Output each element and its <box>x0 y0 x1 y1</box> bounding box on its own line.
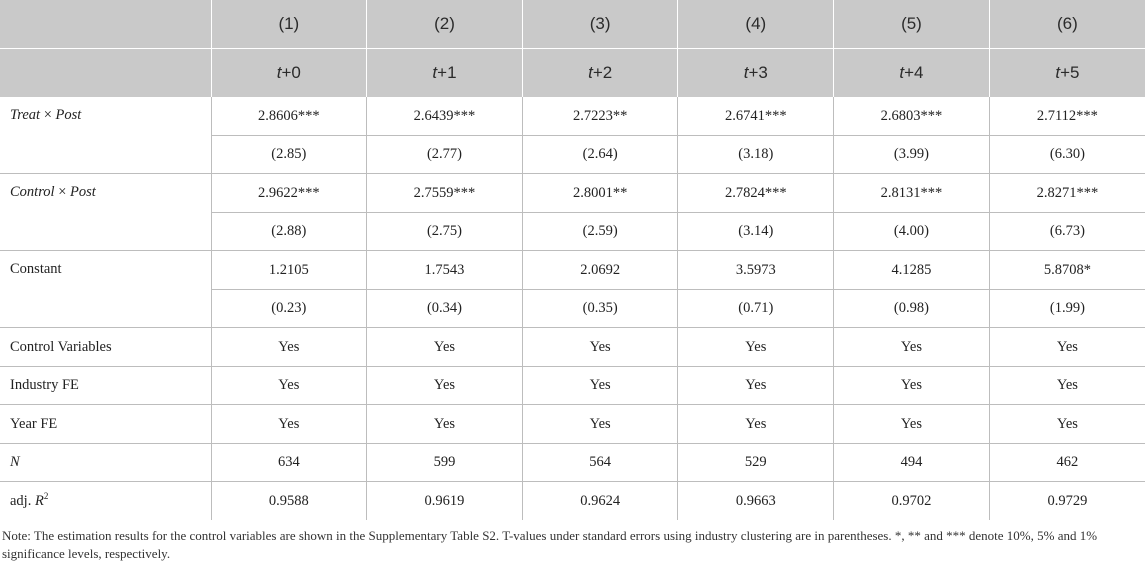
coef-cell: 3.5973 <box>678 251 834 290</box>
period-offset: +2 <box>592 63 613 82</box>
label-r: R <box>34 492 44 509</box>
period-t: t <box>743 63 749 82</box>
value-cell: 0.9663 <box>678 482 834 521</box>
coef-cell: 2.8001** <box>522 174 678 213</box>
label-times: × <box>40 107 56 123</box>
header-row-periods <box>0 49 1145 98</box>
coef-cell: 4.1285 <box>834 251 990 290</box>
value-cell: 564 <box>522 444 678 482</box>
row-label-year-fe: Year FE <box>0 405 211 444</box>
period-t: t <box>432 63 438 82</box>
value-cell: Yes <box>989 328 1145 367</box>
header-corner <box>0 49 211 98</box>
tval-cell: (4.00) <box>834 213 990 251</box>
coef-cell: 5.8708* <box>989 251 1145 290</box>
value-cell: Yes <box>211 405 367 444</box>
header-col-period <box>989 49 1145 98</box>
row-label-treat-post <box>0 97 211 174</box>
period-t: t <box>899 63 905 82</box>
coef-cell: 2.7223** <box>522 97 678 136</box>
header-col-period <box>367 49 523 98</box>
value-cell: 494 <box>834 444 990 482</box>
tval-cell: (2.64) <box>522 136 678 174</box>
value-cell: Yes <box>211 328 367 367</box>
label-sup: 2 <box>43 490 49 501</box>
tval-cell: (3.14) <box>678 213 834 251</box>
period-offset: +3 <box>748 63 768 82</box>
label-post: Post <box>55 107 82 123</box>
value-cell: 599 <box>367 444 523 482</box>
value-cell: Yes <box>989 367 1145 405</box>
header-col-number: (6) <box>989 0 1145 49</box>
tval-cell: (0.35) <box>522 290 678 328</box>
coef-cell: 1.7543 <box>367 251 523 290</box>
period-t: t <box>588 63 593 82</box>
header-col-number: (1) <box>211 0 367 49</box>
tval-cell: (0.98) <box>834 290 990 328</box>
tval-cell: (2.77) <box>367 136 523 174</box>
period-t: t <box>1055 63 1061 82</box>
period-t: t <box>276 63 282 82</box>
coef-cell: 2.6741*** <box>678 97 834 136</box>
coef-cell: 2.6803*** <box>834 97 990 136</box>
header-corner <box>0 0 211 49</box>
value-cell: Yes <box>834 367 990 405</box>
table-row-adj-r2 <box>0 482 1145 521</box>
header-col-number: (3) <box>522 0 678 49</box>
tval-cell: (1.99) <box>989 290 1145 328</box>
value-cell: Yes <box>522 367 678 405</box>
tval-cell: (6.73) <box>989 213 1145 251</box>
value-cell: Yes <box>678 367 834 405</box>
coef-cell: 2.7559*** <box>367 174 523 213</box>
tval-cell: (2.88) <box>211 213 367 251</box>
tval-cell: (6.30) <box>989 136 1145 174</box>
label-times: × <box>54 184 71 200</box>
coef-cell: 1.2105 <box>211 251 367 290</box>
value-cell: Yes <box>678 405 834 444</box>
table-row-industry-fe <box>0 367 1145 405</box>
coef-cell: 2.9622*** <box>211 174 367 213</box>
label-adj: adj. <box>10 492 35 509</box>
value-cell: Yes <box>834 328 990 367</box>
coef-cell: 2.0692 <box>522 251 678 290</box>
label-control: Control <box>10 184 55 200</box>
coef-cell: 2.8606*** <box>211 97 367 136</box>
value-cell: Yes <box>211 367 367 405</box>
tval-cell: (2.59) <box>522 213 678 251</box>
value-cell: 634 <box>211 444 367 482</box>
period-offset: +1 <box>437 63 457 82</box>
row-label-adj-r2 <box>0 482 211 521</box>
value-cell: Yes <box>522 328 678 367</box>
header-col-period <box>678 49 834 98</box>
label-post: Post <box>70 184 96 200</box>
coef-cell: 2.8271*** <box>989 174 1145 213</box>
tval-cell: (0.34) <box>367 290 523 328</box>
row-label-control-variables: Control Variables <box>0 328 211 367</box>
header-col-period <box>522 49 678 98</box>
row-label-control-post <box>0 174 211 251</box>
table-row-treat-post-coef <box>0 97 1145 136</box>
header-row-numbers <box>0 0 1145 49</box>
row-label-constant: Constant <box>0 251 211 328</box>
header-col-period <box>834 49 990 98</box>
table-row-year-fe <box>0 405 1145 444</box>
coef-cell: 2.7824*** <box>678 174 834 213</box>
value-cell: Yes <box>989 405 1145 444</box>
header-col-number: (4) <box>678 0 834 49</box>
value-cell: Yes <box>834 405 990 444</box>
row-label-n: N <box>0 444 211 482</box>
value-cell: Yes <box>522 405 678 444</box>
value-cell: Yes <box>367 328 523 367</box>
coef-cell: 2.7112*** <box>989 97 1145 136</box>
tval-cell: (2.75) <box>367 213 523 251</box>
table-row-control-post-coef <box>0 174 1145 213</box>
value-cell: Yes <box>367 367 523 405</box>
period-offset: +4 <box>904 63 924 82</box>
header-col-number: (5) <box>834 0 990 49</box>
header-col-period <box>211 49 367 98</box>
table-row-n <box>0 444 1145 482</box>
header-col-number: (2) <box>367 0 523 49</box>
tval-cell: (3.99) <box>834 136 990 174</box>
value-cell: 0.9624 <box>522 482 678 521</box>
tval-cell: (3.18) <box>678 136 834 174</box>
table-row-constant-coef <box>0 251 1145 290</box>
value-cell: 0.9588 <box>211 482 367 521</box>
coef-cell: 2.6439*** <box>367 97 523 136</box>
value-cell: 462 <box>989 444 1145 482</box>
label-treat: Treat <box>10 107 41 123</box>
tval-cell: (0.71) <box>678 290 834 328</box>
value-cell: 0.9619 <box>367 482 523 521</box>
period-offset: +0 <box>281 63 301 82</box>
tval-cell: (0.23) <box>211 290 367 328</box>
value-cell: 529 <box>678 444 834 482</box>
value-cell: 0.9702 <box>834 482 990 521</box>
tval-cell: (2.85) <box>211 136 367 174</box>
coef-cell: 2.8131*** <box>834 174 990 213</box>
table-row-control-variables <box>0 328 1145 367</box>
row-label-industry-fe: Industry FE <box>0 367 211 405</box>
period-offset: +5 <box>1060 63 1080 82</box>
value-cell: Yes <box>678 328 834 367</box>
table-note: Note: The estimation results for the control variables are shown in the Supplementary Table S2. T-values under standard errors using industry clustering are in parentheses. *, ** and *** denote 10%, 5% and 1% significance levels, respectively. <box>2 528 1098 561</box>
value-cell: Yes <box>367 405 523 444</box>
value-cell: 0.9729 <box>1047 492 1088 509</box>
